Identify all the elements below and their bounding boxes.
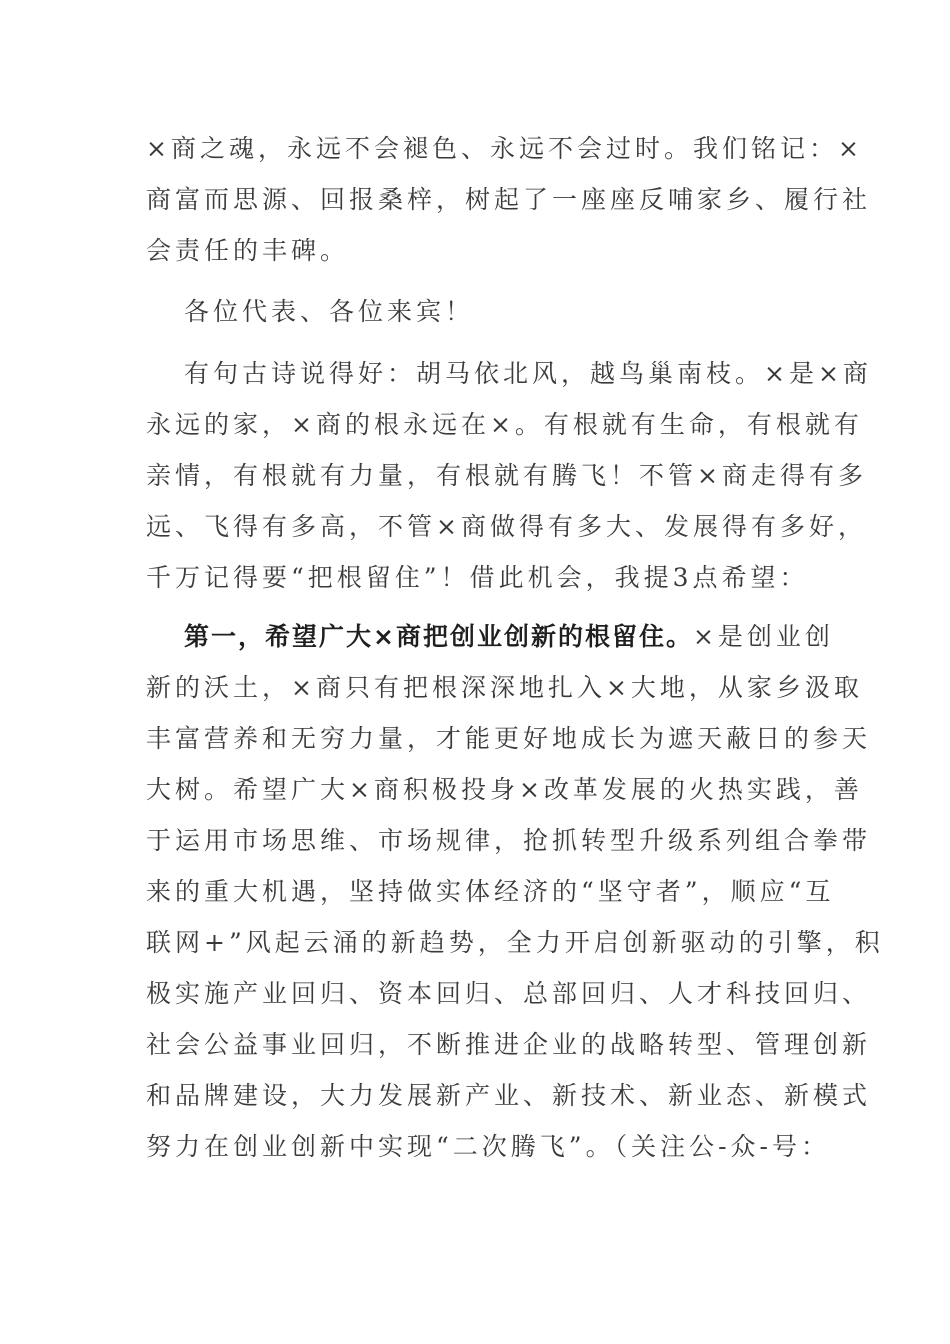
- paragraph-line: 极实施产业回归、资本回归、总部回归、人才科技回归、: [146, 979, 872, 1008]
- paragraph-line: 商富而思源、回报桑梓，树起了一座座反哺家乡、履行社: [146, 185, 872, 214]
- paragraph-line: 亲情，有根就有力量，有根就有腾飞！不管×商走得有多: [146, 461, 867, 490]
- paragraph-line: 于运用市场思维、市场规律，抢抓转型升级系列组合拳带: [146, 826, 872, 855]
- paragraph-line: 社会公益事业回归，不断推进企业的战略转型、管理创新: [146, 1030, 872, 1059]
- paragraph-line: 和品牌建设，大力发展新产业、新技术、新业态、新模式: [146, 1081, 872, 1110]
- paragraph-line: 来的重大机遇，坚持做实体经济的“坚守者”，顺应“互: [146, 877, 835, 906]
- paragraph-line: 丰富营养和无穷力量，才能更好地成长为遮天蔽日的参天: [146, 724, 872, 753]
- paragraph-first-line: [184, 621, 834, 653]
- paragraph-line: 千万记得要“把根留住”！借此机会，我提3点希望：: [146, 563, 809, 592]
- paragraph-line: 努力在创业创新中实现“二次腾飞”。（关注公-众-号：: [146, 1132, 830, 1161]
- paragraph-line: 大树。希望广大×商积极投身×改革发展的火热实践，善: [146, 775, 863, 804]
- paragraph-line: 会责任的丰碑。: [146, 236, 350, 265]
- paragraph-line: 新的沃土，×商只有把根深深地扎入×大地，从家乡汲取: [146, 673, 863, 702]
- paragraph-line: 永远的家，×商的根永远在×。有根就有生命，有根就有: [146, 410, 863, 439]
- paragraph-text: ×是创业创: [692, 622, 834, 651]
- paragraph-line: ×商之魂，永远不会褪色、永远不会过时。我们铭记：×: [146, 134, 863, 163]
- paragraph-line: 联网+”风起云涌的新趋势，全力开启创新驱动的引擎，积: [146, 928, 884, 957]
- greeting: 各位代表、各位来宾！: [184, 297, 475, 326]
- paragraph-line: 有句古诗说得好：胡马依北风，越鸟巢南枝。×是×商: [184, 359, 872, 388]
- section-heading: 第一，希望广大×商把创业创新的根留住。: [184, 622, 693, 651]
- paragraph-line: 远、飞得有多高，不管×商做得有多大、发展得有多好，: [146, 512, 867, 541]
